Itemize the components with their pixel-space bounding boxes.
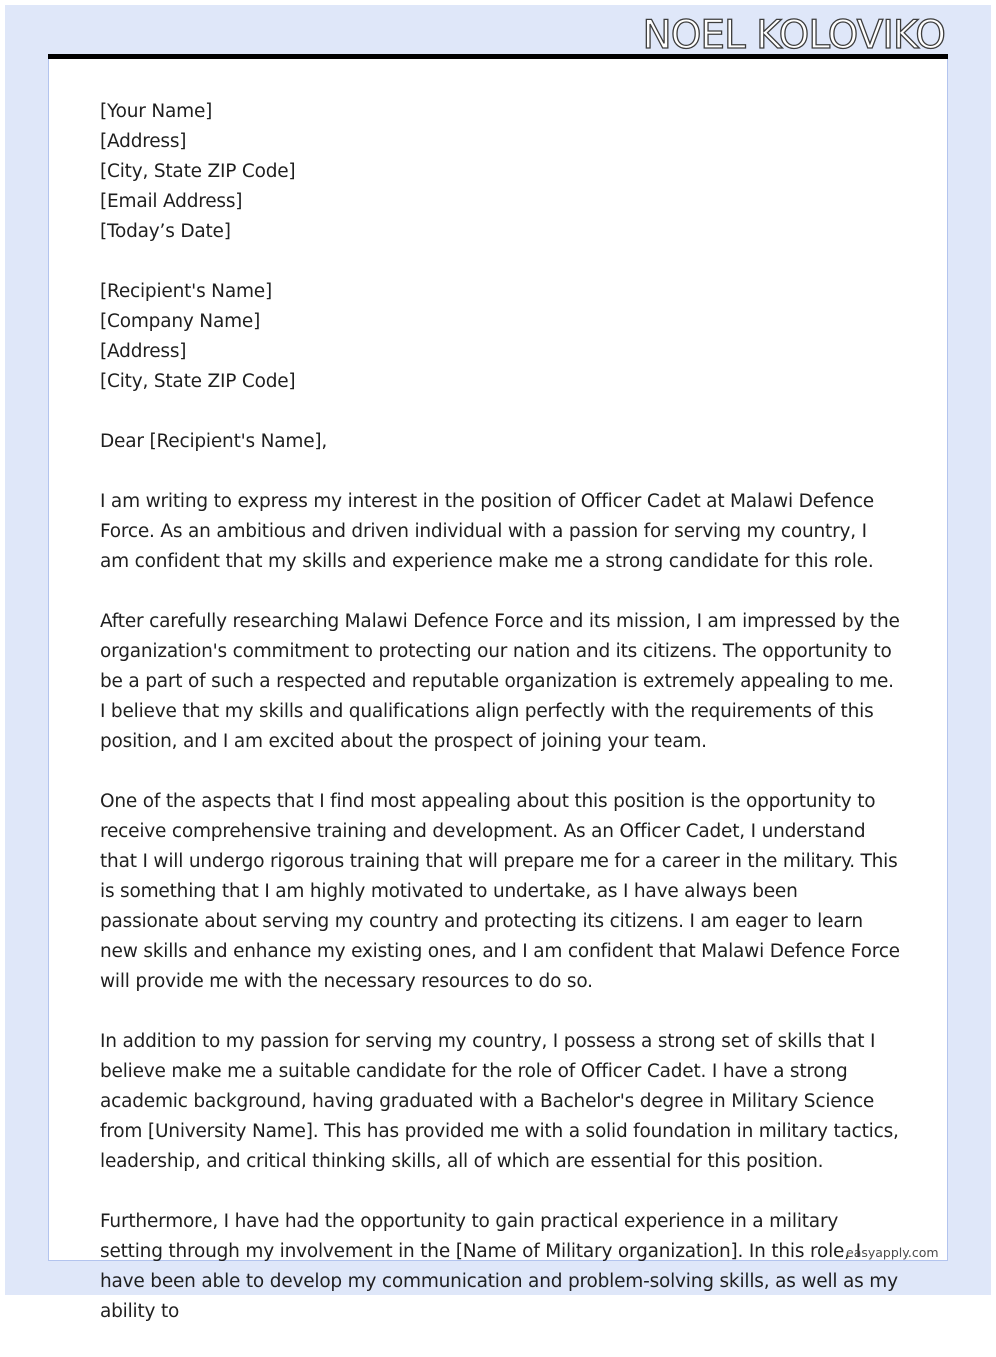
paragraph-skills: In addition to my passion for serving my country, I possess a strong set of skills that I believe make me a suitable candidate for the role of Officer Cadet. I have a strong academic background, having graduated with a Bachelor's degree in Military Science from [University Name]. This has provided me with a solid foundation in military tactics, leadership, and critical thinking skills, all of which are essential for this position. — [100, 1031, 899, 1172]
paragraph-research: After carefully researching Malawi Defence Force and its mission, I am impressed by the organization's commitment to protecting our nation and its citizens. The opportunity to be a part of such a respected and reputable organization is extremely appealing to me. I believe that my skills and qualifications align perfectly with the requirements of this position, and I am excited about the prospect of joining your team. — [100, 611, 900, 752]
paragraph-training: One of the aspects that I find most appealing about this position is the opportunity to receive comprehensive training and development. As an Officer Cadet, I understand that I will undergo rigorous training that will prepare me for a career in the military. This is something that I am highly motivated to undertake, as I have always been passionate about serving my country and protecting its citizens. I am eager to learn new skills and enhance my existing ones, and I am confident that Malawi Defence Force will provide me with the necessary resources to do so. — [100, 791, 900, 992]
sender-email: [Email Address] — [100, 191, 243, 212]
paragraph-experience: Furthermore, I have had the opportunity to gain practical experience in a military setting through my involvement in the [Name of Military organization]. In this role, I have been able to develop my communication and problem-solving skills, as well as my ability to — [100, 1211, 898, 1322]
recipient-city-state-zip: [City, State ZIP Code] — [100, 371, 296, 392]
recipient-name: [Recipient's Name] — [100, 281, 272, 302]
applicant-name-heading: NOEL KOLOVIKO — [642, 13, 945, 58]
recipient-company: [Company Name] — [100, 311, 261, 332]
sender-city-state-zip: [City, State ZIP Code] — [100, 161, 296, 182]
watermark: easyapply.com — [846, 1245, 939, 1260]
sender-name: [Your Name] — [100, 101, 213, 122]
letter-date: [Today’s Date] — [100, 221, 231, 242]
cover-letter-body — [100, 97, 900, 1357]
recipient-address: [Address] — [100, 341, 187, 362]
recipient-block — [100, 277, 900, 397]
salutation: Dear [Recipient's Name], — [100, 431, 328, 452]
sender-block — [100, 97, 900, 247]
sender-address: [Address] — [100, 131, 187, 152]
paragraph-interest: I am writing to express my interest in the position of Officer Cadet at Malawi Defence Force. As an ambitious and driven individual with a passion for serving my country, I am confident that my skills and experience make me a strong candidate for this role. — [100, 491, 874, 572]
